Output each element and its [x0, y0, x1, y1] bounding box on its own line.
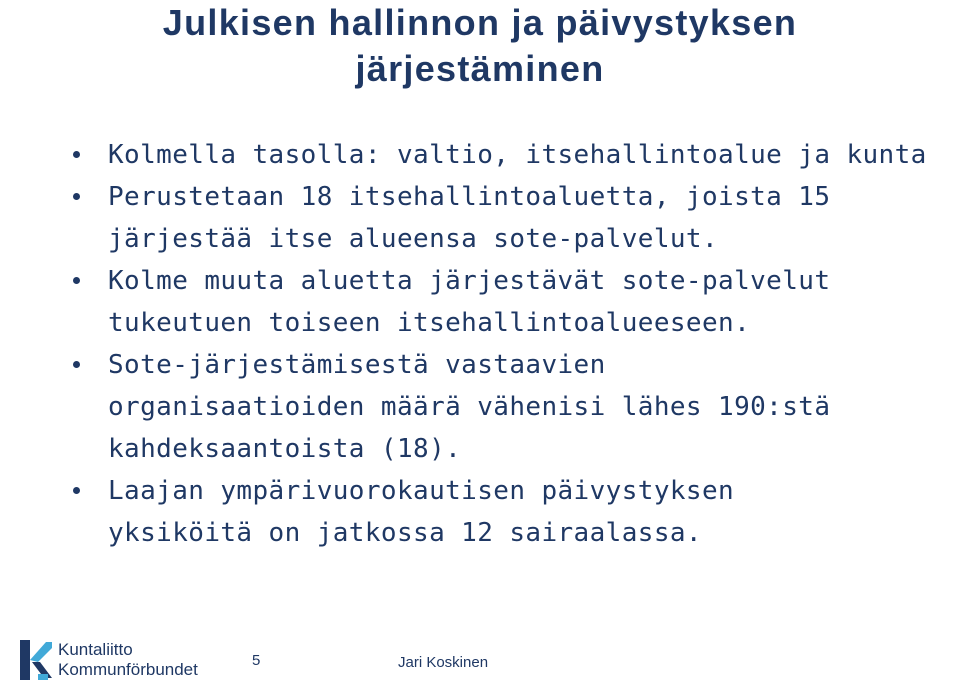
bullet-line: Perustetaan 18 itsehallintoaluetta, joista 15 [108, 182, 831, 212]
slide-footer [0, 630, 960, 690]
bullet-dot-icon [73, 277, 80, 284]
bullet-line: tukeutuen toiseen itsehallintoalueeseen. [108, 308, 751, 338]
bullet-list [0, 134, 960, 554]
logo-text-line: Kuntaliitto [58, 640, 133, 659]
author-name: Jari Koskinen [398, 654, 489, 671]
bullet-item [0, 260, 960, 344]
bullet-line: järjestää itse alueensa sote-palvelut. [108, 224, 719, 254]
bullet-item [0, 134, 960, 176]
bullet-dot-icon [73, 151, 80, 158]
bullet-dot-icon [73, 361, 80, 368]
kuntaliitto-logo [18, 638, 218, 682]
bullet-dot-icon [73, 193, 80, 200]
slide-title [0, 0, 960, 92]
logo-text-line: Kommunförbundet [58, 660, 198, 679]
slide-title-line-1: Julkisen hallinnon ja päivystyksen [162, 2, 798, 43]
slide-title-line-2: järjestäminen [355, 48, 605, 89]
bullet-line: organisaatioiden määrä vähenisi lähes 190:stä [108, 392, 831, 422]
bullet-item [0, 470, 960, 554]
bullet-line: yksiköitä on jatkossa 12 sairaalassa. [108, 518, 702, 548]
bullet-dot-icon [73, 487, 80, 494]
bullet-item [0, 176, 960, 260]
bullet-item [0, 344, 960, 470]
bullet-line: Laajan ympärivuorokautisen päivystyksen [108, 476, 735, 506]
bullet-line: Kolme muuta aluetta järjestävät sote-palvelut [108, 266, 831, 296]
bullet-line: Kolmella tasolla: valtio, itsehallintoalue ja kunta [108, 140, 927, 170]
page-number: 5 [252, 652, 261, 669]
bullet-line: kahdeksaantoista (18). [108, 434, 462, 464]
bullet-line: Sote-järjestämisestä vastaavien [108, 350, 606, 380]
kuntaliitto-logo-icon [18, 638, 52, 682]
logo-wordmark [58, 640, 198, 680]
